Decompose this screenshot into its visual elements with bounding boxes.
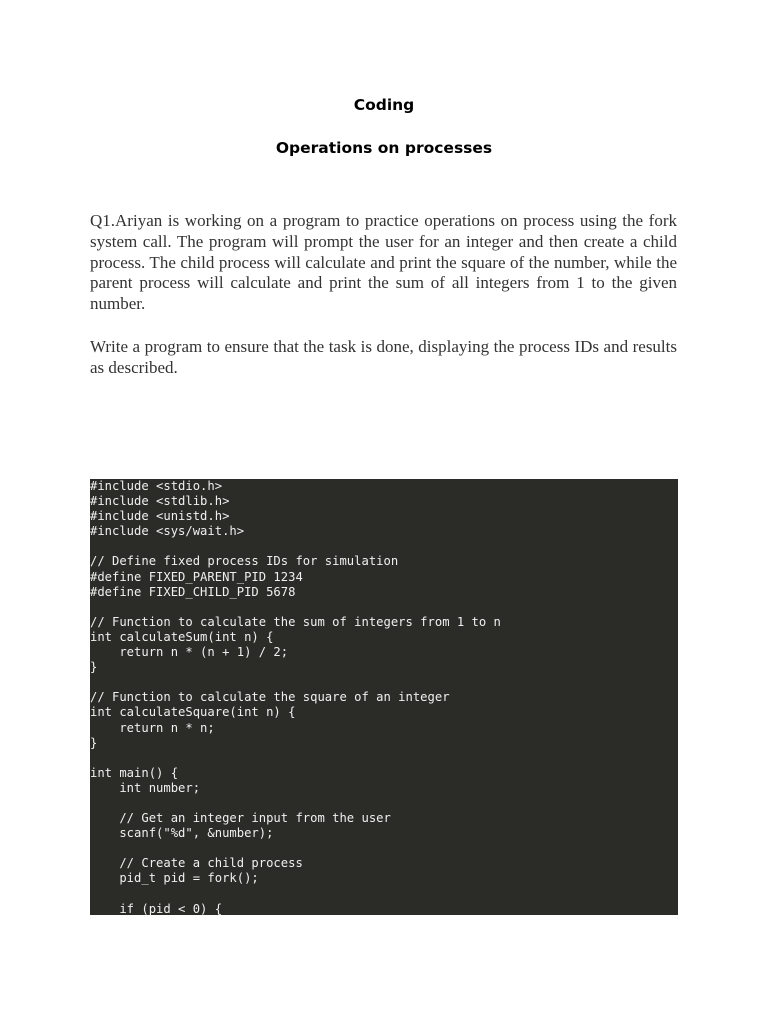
code-line: // Define fixed process IDs for simulation [90,554,399,569]
code-line: #include <stdio.h> [90,479,223,493]
code-line: } [90,735,98,750]
code-line: // Get an integer input from the user [90,811,391,826]
page-subtitle: Operations on processes [275,139,493,157]
code-line [90,675,678,690]
code-line [90,887,678,902]
code-line [90,600,678,615]
code-line: pid_t pid = fork(); [90,871,259,886]
code-line: } [90,660,98,675]
code-line: int calculateSum(int n) { [90,629,274,644]
code-line: #include <stdlib.h> [90,494,230,509]
code-line: int number; [90,780,201,795]
code-line: #define FIXED_CHILD_PID 5678 [90,584,296,599]
code-line: // Function to calculate the sum of integers from 1 to n [90,614,501,629]
code-line [90,539,678,554]
code-line [90,751,678,766]
code-line [90,796,678,811]
code-line [90,841,678,856]
code-line: // Create a child process [90,856,303,871]
code-line: if (pid < 0) { [90,901,223,915]
code-line: #define FIXED_PARENT_PID 1234 [90,569,303,584]
code-line: #include <unistd.h> [90,509,230,524]
instruction-paragraph: Write a program to ensure that the task is done, displaying the process IDs and results as described. [90,337,677,377]
code-block [90,479,678,915]
code-line: return n * n; [90,720,215,735]
code-line: #include <sys/wait.h> [90,524,245,539]
page-title: Coding [353,96,415,114]
question-paragraph: Q1.Ariyan is working on a program to practice operations on process using the fork system call. The program will prompt the user for an integer and then create a child process. The child process will calculate and print the square of the number, while the parent process will calculate and print the sum of all integers from 1 to the given number. [90,211,677,314]
code-screenshot [90,479,678,915]
code-line: // Function to calculate the square of an integer [90,690,450,705]
code-line: scanf("%d", &number); [90,826,274,841]
code-line: return n * (n + 1) / 2; [90,645,289,660]
code-line: int calculateSquare(int n) { [90,705,296,720]
code-line: int main() { [90,765,179,780]
